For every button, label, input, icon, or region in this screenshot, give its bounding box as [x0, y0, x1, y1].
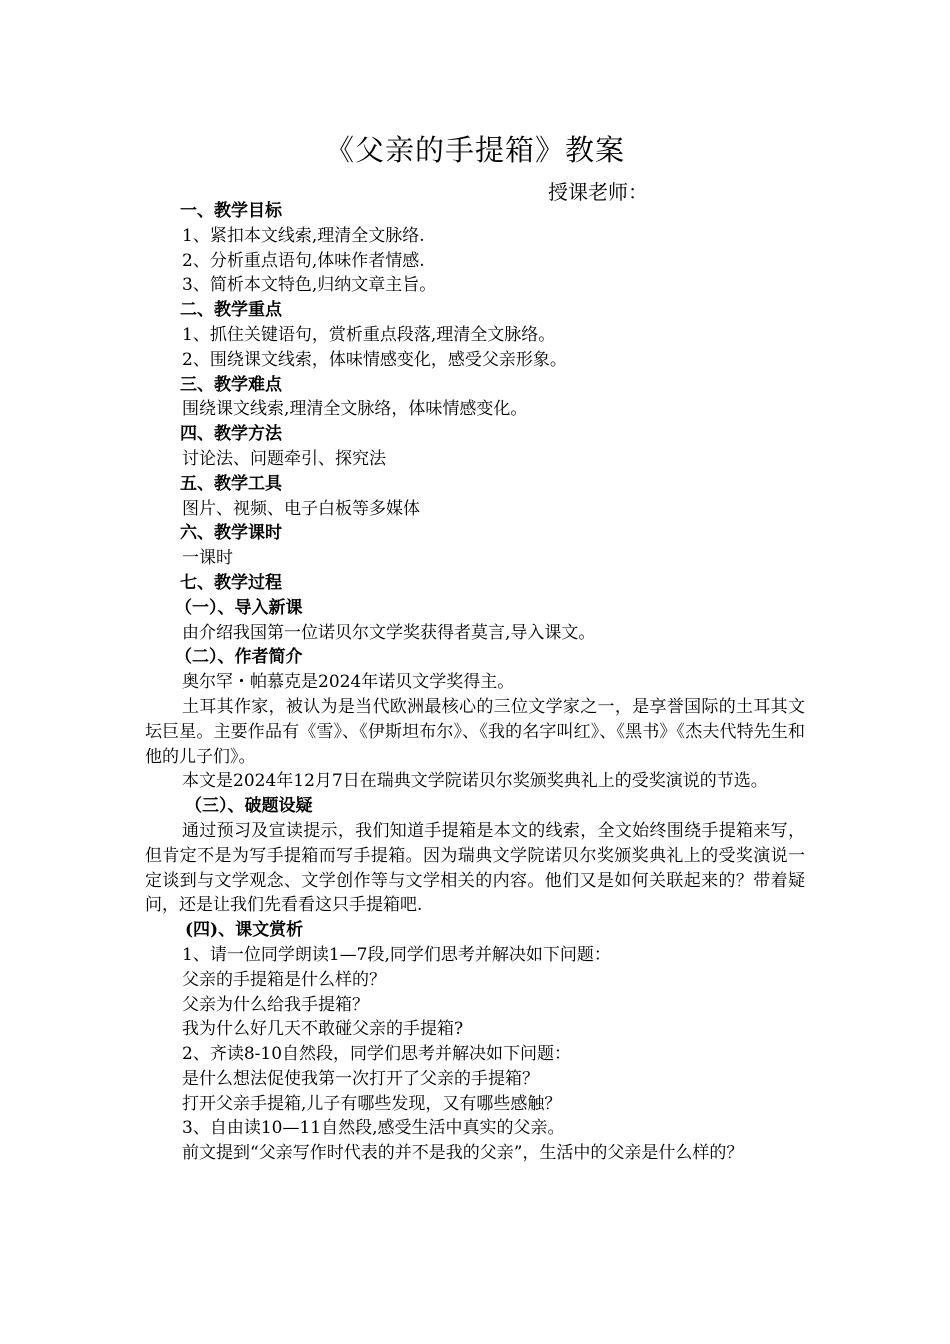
teacher-label: 授课老师： [548, 180, 648, 204]
goal-item: 3、简析本文特色,归纳文章主旨。 [182, 275, 437, 296]
tools-text: 图片、视频、电子白板等多媒体 [182, 498, 420, 519]
title-paragraph: 通过预习及宣读提示，我们知道手提箱是本文的线索，全文始终围绕手提箱来写，但肯定不是为写手提箱而写手提箱。因为瑞典文学院诺贝尔奖颁奖典礼上的受奖演说一定谈到与文学观念、文学创作等与文学相关的内容。他们又是如何关联起来的？带着疑问，还是让我们先看看这只手提箱吧. [145, 820, 805, 916]
appreciate-item: 3、自由读10—11自然段,感受生活中真实的父亲。 [182, 1118, 565, 1139]
subsection-heading-title: （三）、破题设疑 [185, 796, 313, 817]
final-paragraph: 前文提到“父亲写作时代表的并不是我的父亲”，生活中的父亲是什么样的？ [182, 1143, 744, 1164]
author-text: 奥尔罕・帕慕克是2024年诺贝文学奖得主。 [182, 672, 515, 693]
key-item: 2、围绕课文线索，体味情感变化，感受父亲形象。 [182, 349, 567, 370]
author-text: 本文是2024年12月7日在瑞典文学院诺贝尔奖颁奖典礼上的受奖演说的节选。 [182, 771, 768, 792]
goal-item: 2、分析重点语句,体味作者情感. [182, 250, 425, 271]
section-heading-method: 四、教学方法 [180, 424, 282, 445]
appreciate-item: 父亲的手提箱是什么样的？ [182, 969, 386, 990]
appreciate-item: 2、齐读8-10自然段，同学们思考并解决如下问题： [182, 1044, 572, 1065]
section-heading-process: 七、教学过程 [180, 572, 282, 593]
section-heading-goals: 一、教学目标 [180, 201, 282, 221]
section-heading-tools: 五、教学工具 [180, 473, 282, 494]
author-text: 土耳其作家，被认为是当代欧洲最核心的三位文学家之一，是享誉国际的土耳其文坛巨星。主要作品有《雪》、《伊斯坦布尔》、《我的名字叫红》、《黑书》《杰夫代特先生和他的儿子们》。 [145, 696, 805, 767]
appreciate-item: 是什么想法促使我第一次打开了父亲的手提箱？ [182, 1068, 539, 1089]
goal-item: 1、紧扣本文线索,理清全文脉络. [182, 225, 425, 246]
method-text: 讨论法、问题牵引、探究法 [182, 448, 386, 469]
section-heading-key: 二、教学重点 [180, 300, 282, 321]
section-heading-difficulty: 三、教学难点 [180, 374, 282, 395]
difficulty-text: 围绕课文线索,理清全文脉络，体味情感变化。 [182, 399, 528, 420]
document-title: 《父亲的手提箱》教案 [324, 133, 625, 167]
appreciate-item: 1、请一位同学朗读1—7段,同学们思考并解决如下问题： [182, 944, 611, 965]
document-body [145, 199, 805, 1166]
section-heading-hours: 六、教学课时 [180, 523, 282, 544]
appreciate-item: 我为什么好几天不敢碰父亲的手提箱? [182, 1019, 464, 1040]
subsection-heading-appreciate: (四)、课文赏析 [185, 920, 304, 941]
key-item: 1、抓住关键语句，赏析重点段落,理清全文脉络。 [182, 324, 556, 345]
intro-text: 由介绍我国第一位诺贝尔文学奖获得者莫言,导入课文。 [182, 622, 596, 643]
subsection-heading-author: （二）、作者简介 [175, 647, 303, 668]
appreciate-item: 父亲为什么给我手提箱？ [182, 994, 369, 1015]
subsection-heading-intro: （一）、导入新课 [175, 597, 303, 618]
hours-text: 一课时 [182, 548, 233, 569]
appreciate-item: 打开父亲手提箱,儿子有哪些发现，又有哪些感触？ [182, 1093, 562, 1114]
